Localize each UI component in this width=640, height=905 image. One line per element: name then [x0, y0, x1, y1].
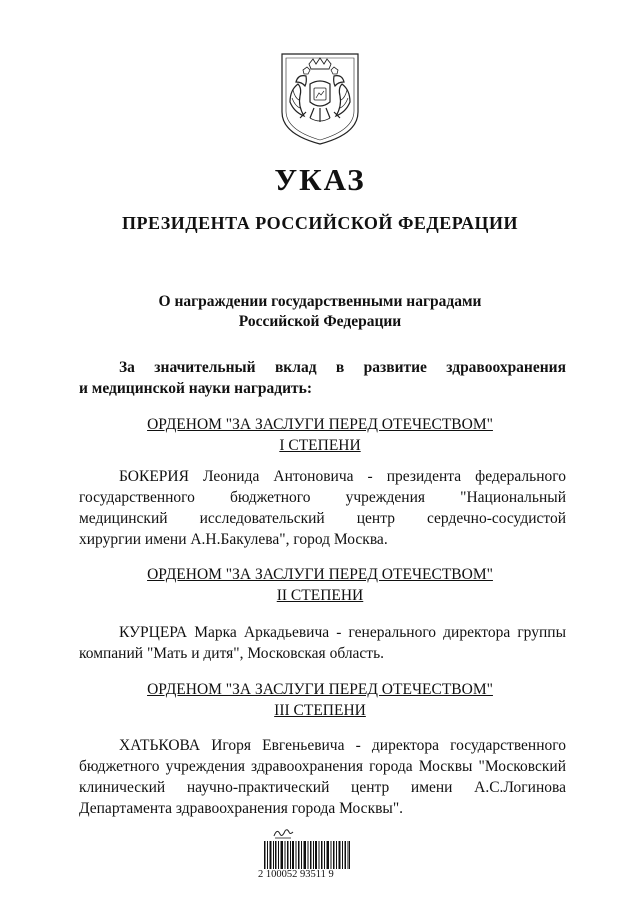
recipient-line: БОКЕРИЯ Леонида Антоновича - президента федерального — [119, 468, 566, 485]
decree-subject — [0, 292, 640, 332]
intro-paragraph — [79, 357, 566, 399]
award-order-title — [0, 679, 640, 721]
order-name: ОРДЕНОМ "ЗА ЗАСЛУГИ ПЕРЕД ОТЕЧЕСТВОМ" — [147, 681, 493, 698]
order-degree: I СТЕПЕНИ — [279, 437, 361, 454]
barcode-icon — [264, 841, 350, 869]
recipient-line: бюджетного учреждения здравоохранения города Москвы "Московский — [79, 758, 566, 775]
order-degree: III СТЕПЕНИ — [274, 702, 366, 719]
decree-title: УКАЗ — [274, 162, 366, 197]
decree-subtitle: ПРЕЗИДЕНТА РОССИЙСКОЙ ФЕДЕРАЦИИ — [122, 213, 518, 233]
subject-line: О награждении государственными наградами — [158, 293, 482, 310]
award-order-title — [0, 564, 640, 606]
award-recipient-paragraph — [79, 622, 566, 664]
recipient-line: КУРЦЕРА Марка Аркадьевича - генерального директора группы — [119, 624, 566, 641]
intro-line: и медицинской науки наградить: — [79, 380, 312, 397]
intro-line: За значительный вклад в развитие здравоохранения — [119, 359, 566, 376]
barcode-number: 2 100052 93511 9 — [258, 869, 334, 880]
subject-line: Российской Федерации — [238, 313, 402, 330]
award-order-title — [0, 414, 640, 456]
order-degree: II СТЕПЕНИ — [276, 587, 364, 604]
recipient-line: хирургии имени А.Н.Бакулева", город Москва. — [79, 531, 388, 548]
handwritten-mark-icon — [272, 826, 294, 840]
recipient-line: медицинский исследовательский центр сердечно-сосудистой — [79, 510, 566, 527]
recipient-line: компаний "Мать и дитя", Московская область. — [79, 645, 385, 662]
award-recipient-paragraph — [79, 735, 566, 819]
recipient-line: Департамента здравоохранения города Москвы". — [79, 800, 404, 817]
order-name: ОРДЕНОМ "ЗА ЗАСЛУГИ ПЕРЕД ОТЕЧЕСТВОМ" — [147, 416, 493, 433]
recipient-line: клинический научно-практический центр имени А.С.Логинова — [79, 779, 566, 796]
order-name: ОРДЕНОМ "ЗА ЗАСЛУГИ ПЕРЕД ОТЕЧЕСТВОМ" — [147, 566, 493, 583]
recipient-line: ХАТЬКОВА Игоря Евгеньевича - директора государственного — [119, 737, 566, 754]
award-recipient-paragraph — [79, 466, 566, 550]
recipient-line: государственного бюджетного учреждения "Национальный — [79, 489, 566, 506]
russian-coat-of-arms-icon — [276, 50, 364, 146]
